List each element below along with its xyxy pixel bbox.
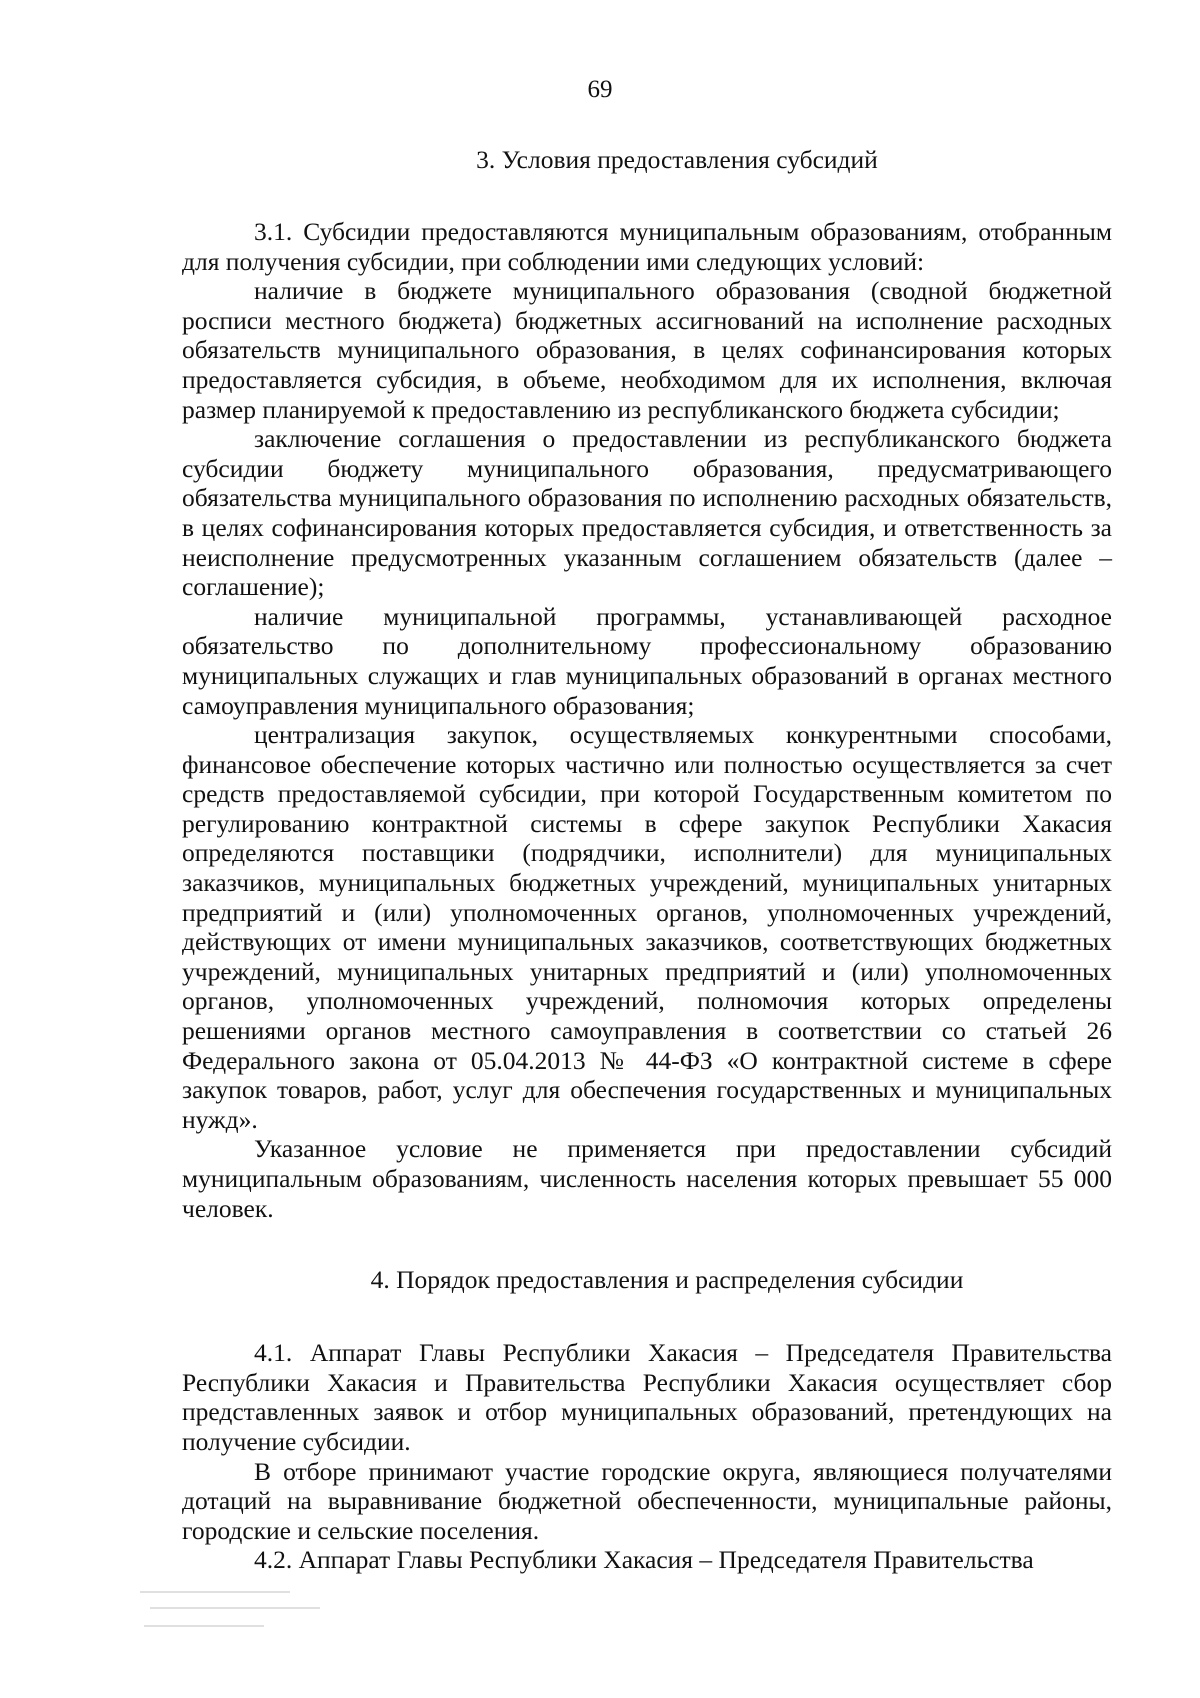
section-4-paragraph-2: В отборе принимают участие городские округа, являющиеся получателями дотаций на выравнивание бюджетной обеспеченности, муниципальные районы, городские и сельские поселения. xyxy=(182,1456,1112,1545)
section-4-paragraph-3: 4.2. Аппарат Главы Республики Хакасия – Председателя Правительства xyxy=(254,1545,1034,1575)
scan-artifact xyxy=(140,1585,350,1645)
document-body xyxy=(182,145,1112,1575)
section-3-paragraph-1: 3.1. Субсидии предоставляются муниципальным образованиям, отобранным для получения субсидии, при соблюдении ими следующих условий: xyxy=(182,217,1112,276)
page-number: 69 xyxy=(587,76,613,103)
section-3-heading: 3. Условия предоставления субсидий xyxy=(476,145,878,174)
section-3-paragraph-5: централизация закупок, осуществляемых конкурентными способами, финансовое обеспечение которых частично или полностью осуществляется за счет средств предоставляемой субсидии, при которой Государственным комитетом по регулированию контрактной системы в сфере закупок Республики Хакасия определяются поставщики (подрядчики, исполнители) для муниципальных заказчиков, муниципальных бюджетных учреждений, муниципальных унитарных предприятий и (или) уполномоченных органов, уполномоченных учреждений, действующих от имени муниципальных заказчиков, соответствующих бюджетных учреждений, муниципальных унитарных предприятий и (или) уполномоченных органов, уполномоченных учреждений, полномочия которых определены решениями органов местного самоуправления в соответствии со статьей 26 Федерального закона от 05.04.2013 № 44-ФЗ «О контрактной системе в сфере закупок товаров, работ, услуг для обеспечения государственных и муниципальных нужд». xyxy=(182,720,1112,1134)
section-3-paragraph-4: наличие муниципальной программы, устанавливающей расходное обязательство по дополнительному профессиональному образованию муниципальных служащих и глав муниципальных образований в органах местного самоуправления муниципального образования; xyxy=(182,601,1112,720)
section-3-paragraph-3: заключение соглашения о предоставлении из республиканского бюджета субсидии бюджету муниципального образования, предусматривающего обязательства муниципального образования по исполнению расходных обязательств, в целях софинансирования которых предоставляется субсидия, и ответственность за неисполнение предусмотренных указанным соглашением обязательств (далее – соглашение); xyxy=(182,424,1112,602)
section-4-paragraph-1: 4.1. Аппарат Главы Республики Хакасия – Председателя Правительства Республики Хакасия и Правительства Республики Хакасия осуществляет сбор представленных заявок и отбор муниципальных образований, претендующих на получение субсидии. xyxy=(182,1338,1112,1456)
section-3-paragraph-6: Указанное условие не применяется при предоставлении субсидий муниципальным образованиям, численность населения которых превышает 55 000 человек. xyxy=(182,1134,1112,1223)
section-4-heading: 4. Порядок предоставления и распределения субсидии xyxy=(370,1265,964,1295)
section-3-paragraph-2: наличие в бюджете муниципального образования (сводной бюджетной росписи местного бюджета) бюджетных ассигнований на исполнение расходных обязательств муниципального образования, в целях софинансирования которых предоставляется субсидия, в объеме, необходимом для их исполнения, включая размер планируемой к предоставлению из республиканского бюджета субсидии; xyxy=(182,276,1112,424)
